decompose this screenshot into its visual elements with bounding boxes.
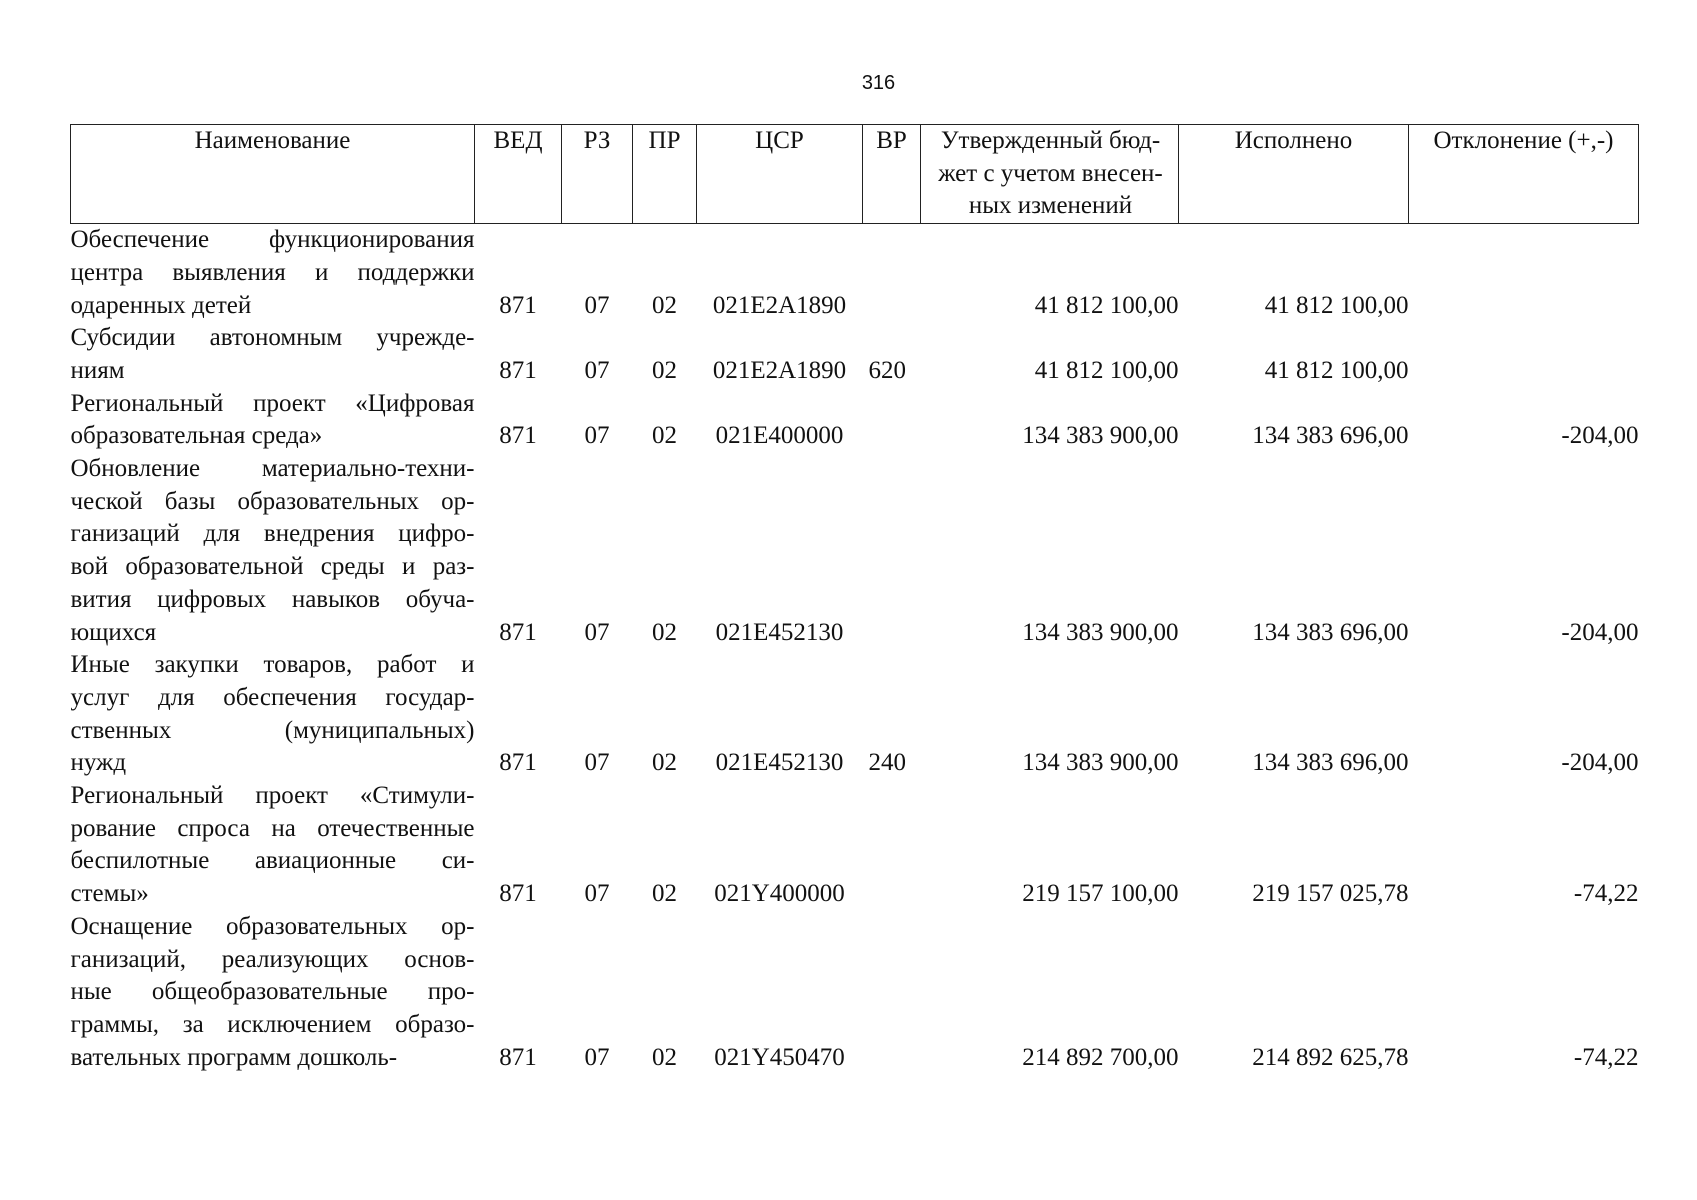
row-name-line: Обеспечение функционирования: [70, 226, 475, 254]
row-vr: [863, 388, 921, 453]
row-vr: [863, 911, 921, 1075]
row-deviation: -204,00: [1561, 618, 1639, 646]
row-name-line: образовательная среда»: [70, 422, 323, 450]
row-approved: 134 383 900,00: [1022, 618, 1179, 646]
row-ved: 871: [499, 291, 537, 319]
row-name-line: ниям: [70, 356, 125, 384]
column-header-name: Наименование: [71, 125, 475, 224]
row-name-line: нужд: [70, 749, 127, 777]
row-name: [71, 453, 475, 649]
page-number: 316: [861, 72, 896, 94]
row-name-line: услуг для обеспечения государ-: [70, 683, 475, 711]
row-name-line: рование спроса на отечественные: [70, 814, 475, 842]
approved-header-line: ных изменений: [968, 192, 1133, 220]
row-name-line: стемы»: [70, 880, 149, 908]
row-name: [71, 224, 475, 323]
row-rz: 07: [584, 749, 610, 777]
row-vr: [863, 453, 921, 649]
row-executed: 41 812 100,00: [1264, 356, 1409, 384]
row-name-line: ганизаций, реализующих основ-: [70, 945, 475, 973]
row-name-line: Оснащение образовательных ор-: [70, 912, 475, 940]
approved-header-line: жет с учетом внесен-: [938, 159, 1163, 187]
column-header-approved: [921, 125, 1179, 224]
row-approved: 214 892 700,00: [1022, 1043, 1179, 1071]
row-rz: 07: [584, 422, 610, 450]
row-executed: 134 383 696,00: [1252, 749, 1409, 777]
row-executed: 214 892 625,78: [1252, 1043, 1409, 1071]
column-header-ved: ВЕД: [475, 125, 562, 224]
row-name-line: вой образовательной среды и раз-: [70, 553, 475, 581]
row-csr: 021E2A1890: [712, 356, 847, 384]
row-approved: 41 812 100,00: [1034, 356, 1179, 384]
approved-header-line: Утвержденный бюд-: [940, 127, 1161, 154]
row-approved: 134 383 900,00: [1022, 422, 1179, 450]
row-rz: 07: [584, 356, 610, 384]
budget-table: [70, 124, 1639, 1074]
row-executed: 134 383 696,00: [1252, 422, 1409, 450]
table-header-row: [71, 125, 1639, 224]
row-name-line: Региональный проект «Стимули-: [70, 782, 475, 810]
row-name-line: Региональный проект «Цифровая: [70, 389, 475, 417]
row-name: [71, 780, 475, 911]
row-name-line: центра выявления и поддержки: [70, 258, 475, 286]
column-header-rz: РЗ: [562, 125, 633, 224]
row-executed: 41 812 100,00: [1264, 291, 1409, 319]
column-header-deviation: Отклонение (+,-): [1409, 125, 1639, 224]
row-name: [71, 911, 475, 1075]
row-ved: 871: [499, 618, 537, 646]
row-name-line: беспилотные авиационные си-: [70, 847, 475, 875]
row-name-line: одаренных детей: [70, 291, 252, 319]
row-csr: 021E400000: [715, 422, 844, 450]
row-name: [71, 322, 475, 387]
row-csr: 021E452130: [715, 618, 844, 646]
row-name-line: Обновление материально-техни-: [70, 455, 475, 483]
row-name: [71, 649, 475, 780]
row-rz: 07: [584, 618, 610, 646]
column-header-csr: ЦСР: [697, 125, 863, 224]
row-deviation: -74,22: [1573, 880, 1639, 908]
row-rz: 07: [584, 291, 610, 319]
table-row: [71, 322, 1639, 387]
column-header-vr: ВР: [863, 125, 921, 224]
row-name: [71, 388, 475, 453]
row-name-line: ственных (муниципальных): [70, 716, 475, 744]
row-name-line: Субсидии автономным учрежде-: [70, 324, 475, 352]
row-ved: 871: [499, 880, 537, 908]
row-deviation: -204,00: [1561, 749, 1639, 777]
row-ved: 871: [499, 422, 537, 450]
row-name-line: ные общеобразовательные про-: [70, 978, 475, 1006]
row-name-line: ганизаций для внедрения цифро-: [70, 520, 475, 548]
table-row: [71, 453, 1639, 649]
table-row: [71, 224, 1639, 323]
row-csr: 021Y400000: [714, 880, 845, 908]
row-rz: 07: [584, 1043, 610, 1071]
row-pr: 02: [652, 422, 677, 450]
row-pr: 02: [652, 749, 677, 777]
row-pr: 02: [652, 356, 677, 384]
row-executed: 134 383 696,00: [1252, 618, 1409, 646]
row-approved: 219 157 100,00: [1022, 880, 1179, 908]
row-executed: 219 157 025,78: [1252, 880, 1409, 908]
row-name-line: ческой базы образовательных ор-: [70, 487, 475, 515]
row-csr: 021E452130: [715, 749, 844, 777]
row-name-line: вития цифровых навыков обуча-: [70, 585, 475, 613]
row-deviation: -74,22: [1573, 1043, 1639, 1071]
row-csr: 021E2A1890: [712, 291, 847, 319]
row-ved: 871: [499, 1043, 537, 1071]
row-name-line: ющихся: [70, 618, 157, 646]
table-row: [71, 911, 1639, 1075]
row-csr: 021Y450470: [714, 1043, 845, 1071]
row-name-line: вательных программ дошколь-: [70, 1043, 398, 1071]
table-row: [71, 388, 1639, 453]
row-ved: 871: [499, 356, 537, 384]
row-vr: 620: [868, 356, 906, 384]
column-header-pr: ПР: [633, 125, 697, 224]
table-row: [71, 780, 1639, 911]
row-name-line: граммы, за исключением образо-: [70, 1010, 475, 1038]
table-row: [71, 649, 1639, 780]
row-vr: [863, 780, 921, 911]
row-deviation: [1409, 322, 1639, 387]
row-pr: 02: [652, 880, 677, 908]
row-ved: 871: [499, 749, 537, 777]
row-rz: 07: [584, 880, 610, 908]
row-pr: 02: [652, 291, 677, 319]
table-body: [71, 224, 1639, 1075]
row-name-line: Иные закупки товаров, работ и: [70, 651, 475, 679]
row-vr: [863, 224, 921, 323]
row-approved: 134 383 900,00: [1022, 749, 1179, 777]
row-vr: 240: [868, 749, 906, 777]
row-pr: 02: [652, 1043, 677, 1071]
row-approved: 41 812 100,00: [1034, 291, 1179, 319]
row-deviation: [1409, 224, 1639, 323]
row-pr: 02: [652, 618, 677, 646]
column-header-executed: Исполнено: [1179, 125, 1409, 224]
row-deviation: -204,00: [1561, 422, 1639, 450]
